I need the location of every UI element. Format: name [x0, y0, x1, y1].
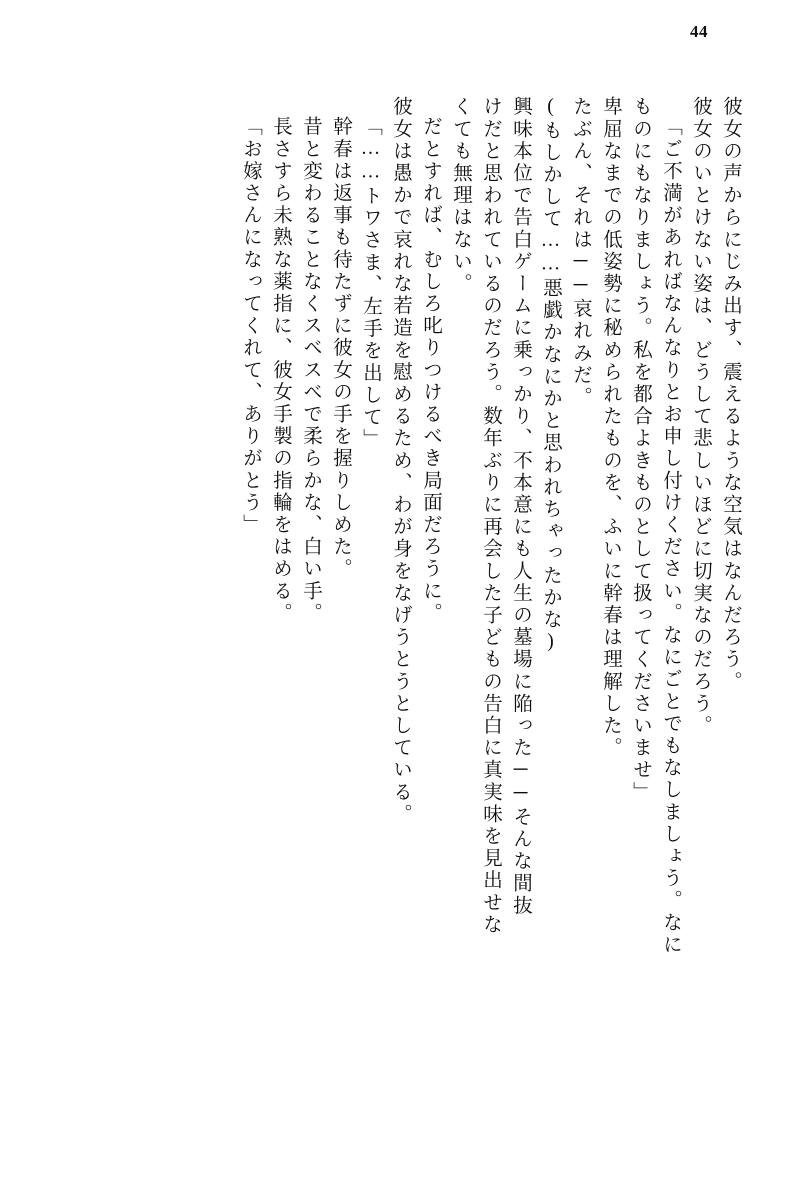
text-column: たぶん、それは──哀れみだ。: [570, 96, 591, 409]
text-column: 卑屈なまでの低姿勢に秘められたものを、ふいに幹春は理解した。: [600, 96, 621, 759]
text-column: けだと思われているのだろう。数年ぶりに再会した子どもの告白に真実味を見出せな: [480, 96, 501, 936]
text-column: 「ご不満があればなんなりとお申し付けください。なにごとでもなしましょう。なに: [660, 116, 681, 956]
text-column: ものにもなりましょう。私を都合よきものとして扱ってくださいませ」: [630, 96, 651, 804]
vertical-text-body: [60, 96, 740, 1116]
text-column: 彼女のいとけない姿は、どうして悲しいほどに切実なのだろう。: [690, 96, 711, 737]
text-column: 「お嫁さんになってくれて、ありがとう」: [240, 116, 261, 536]
text-column: 幹春は返事も待たずに彼女の手を握りしめた。: [330, 116, 351, 581]
text-column: 彼女は愚かで哀れな若造を慰めるため、わが身をなげうとうとしている。: [390, 96, 411, 826]
page-number: 44: [690, 22, 708, 41]
text-column: だとすれば、むしろ叱りつけるべき局面だろうに。: [420, 116, 441, 625]
text-column: 興味本位で告白ゲームに乗っかり、不本意にも人生の墓場に陥った──そんな間抜: [510, 96, 531, 917]
text-column: 長さすら未熟な薬指に、彼女手製の指輪をはめる。: [270, 116, 291, 625]
text-column: 彼女の声からにじみ出す、震えるような空気はなんだろう。: [720, 96, 741, 693]
text-column: (もしかして……悪戯かなにかと思われちゃったかな): [540, 96, 561, 655]
text-column: くても無理はない。: [450, 96, 471, 295]
text-column: 「……トワさま、左手を出して」: [360, 116, 381, 451]
text-column: 昔と変わることなくスベスベで柔らかな、白い手。: [300, 116, 321, 625]
